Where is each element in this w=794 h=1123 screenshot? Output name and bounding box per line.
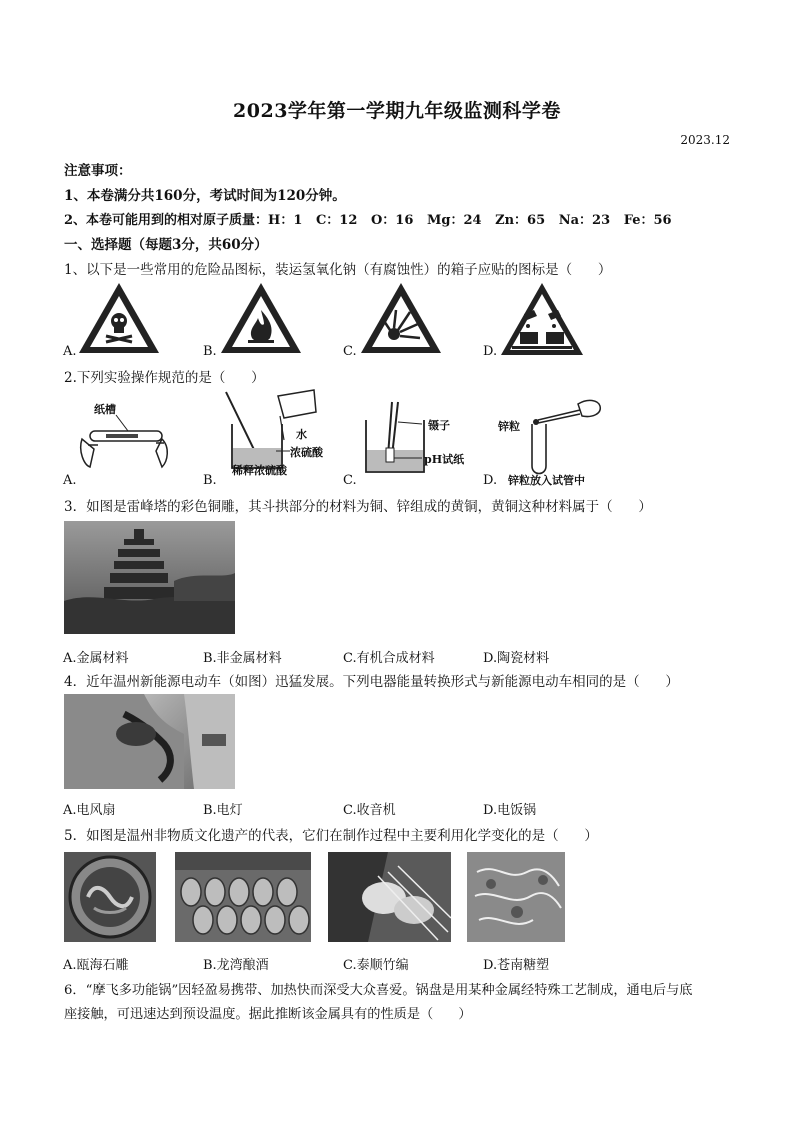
q3-option-c[interactable]: C.有机合成材料 [343,651,435,666]
question-4-stem: 4．近年温州新能源电动车（如图）迅猛发展。下列电器能量转换形式与新能源电动车相同的是（ ） [64,674,679,690]
question-5-stem: 5．如图是温州非物质文化遗产的代表，它们在制作过程中主要利用化学变化的是（ ） [64,828,598,844]
skull-icon [76,280,162,356]
q3-option-a[interactable]: A.金属材料 [63,651,129,666]
ph-paper-label: pH试纸 [424,453,465,466]
dilute-caption: 稀释浓硫酸 [232,464,287,477]
question-6-line-1: 6．“摩飞多功能锅”因轻盈易携带、加热快而深受大众喜爱。锅盘是用某种金属经特殊工艺制成，通电后与底 [64,983,693,998]
q5-option-b[interactable]: B.龙湾酿酒 [203,958,269,973]
question-2-stem: 2.下列实验操作规范的是（ ） [64,370,265,386]
notes-heading: 注意事项： [64,163,132,179]
q2-option-c[interactable]: C. [343,473,357,488]
q2-option-a[interactable]: A. [63,473,77,488]
zinc-caption: 锌粒放入试管中 [508,474,585,487]
corrosive-icon [498,280,586,358]
q3-option-d[interactable]: D.陶瓷材料 [483,651,550,666]
q4-option-b[interactable]: B.电灯 [203,803,243,818]
exam-date: 2023.12 [680,133,730,147]
notes-line-1: 1、本卷满分共160分，考试时间为120分钟。 [64,188,346,204]
conc-acid-label: 浓硫酸 [290,446,323,459]
q2-option-d[interactable]: D. [483,473,498,488]
q4-option-c[interactable]: C.收音机 [343,803,396,818]
q5-option-a[interactable]: A.瓯海石雕 [63,958,129,973]
paper-trough-label: 纸槽 [94,403,116,416]
q2-figure-a [76,395,176,475]
q1-option-d[interactable]: D. [483,344,498,359]
explosion-icon [358,280,444,356]
flame-icon [218,280,304,356]
q2-figure-c [358,400,478,478]
q2-option-b[interactable]: B. [203,473,217,488]
sugar-sculpture-photo [467,852,565,942]
page-title: 2023学年第一学期九年级监测科学卷 [233,100,561,122]
zinc-label: 锌粒 [498,420,520,433]
ev-charging-photo [64,694,235,789]
notes-line-2: 2、本卷可能用到的相对原子质量：H：1 C：12 O：16 Mg：24 Zn：65 Na：23 Fe：56 [64,213,672,228]
question-1-stem: 1、以下是一些常用的危险品图标，装运氢氧化钠（有腐蚀性）的箱子应贴的图标是（ ） [64,262,612,278]
q2-figure-d [498,392,608,487]
tweezers-label: 镊子 [428,419,450,432]
stone-carving-photo [64,852,156,942]
water-label: 水 [296,428,307,441]
q4-option-d[interactable]: D.电饭锅 [483,803,537,818]
q5-option-c[interactable]: C.泰顺竹编 [343,958,409,973]
question-3-stem: 3．如图是雷峰塔的彩色铜雕，其斗拱部分的材料为铜、锌组成的黄铜，黄铜这种材料属于（ ） [64,499,652,515]
leifeng-pagoda-photo [64,521,235,634]
bamboo-weaving-photo [328,852,451,942]
q2-figure-b [218,388,328,478]
wine-jars-photo [175,852,311,942]
q1-option-a[interactable]: A. [63,344,77,359]
section-heading: 一、选择题（每题3分，共60分） [64,237,268,253]
q4-option-a[interactable]: A.电风扇 [63,803,116,818]
q1-option-c[interactable]: C. [343,344,357,359]
question-6-line-2: 座接触，可迅速达到预设温度。据此推断该金属具有的性质是（ ） [64,1007,472,1022]
q1-option-b[interactable]: B. [203,344,217,359]
q3-option-b[interactable]: B.非金属材料 [203,651,282,666]
q5-option-d[interactable]: D.苍南糖塑 [483,958,550,973]
